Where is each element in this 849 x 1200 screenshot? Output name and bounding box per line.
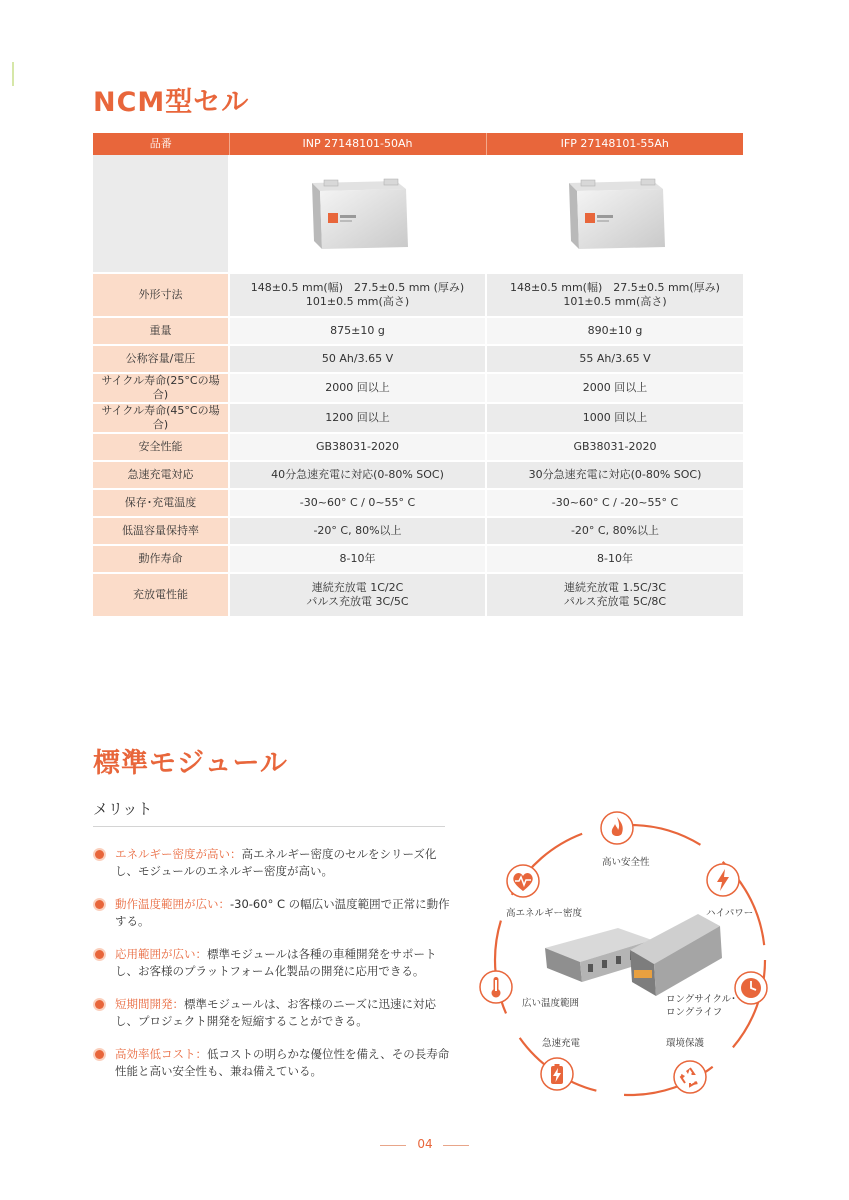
merit-highlight: 短期間開発： — [115, 997, 184, 1011]
spec-label: 外形寸法 — [93, 273, 229, 317]
spec-value: -30~60° C / 0~55° C — [229, 489, 486, 517]
merit-item — [93, 946, 453, 980]
merit-text: 低コストの明らかな優位性を備え、その長寿命性能と高い安全性も、兼ね備えている。 — [115, 1047, 450, 1078]
merit-highlight: 応用範囲が広い： — [115, 947, 207, 961]
bullet-dot-icon — [95, 850, 104, 859]
spec-label: 安全性能 — [93, 433, 229, 461]
table-row — [93, 317, 743, 345]
spec-value: 55 Ah/3.65 V — [486, 345, 743, 373]
merit-text: 標準モジュールは、お客様のニーズに迅速に対応し、プロジェクト開発を短縮することができる。 — [115, 997, 436, 1028]
table-row — [93, 403, 743, 433]
module-image — [545, 914, 722, 996]
spec-value: GB38031-2020 — [229, 433, 486, 461]
table-header-row — [93, 133, 743, 155]
feature-label-energy: 高エネルギー密度 — [506, 908, 583, 919]
spec-label: 公称容量/電圧 — [93, 345, 229, 373]
feature-circle — [470, 800, 790, 1100]
feature-label-temp: 広い温度範囲 — [522, 998, 580, 1009]
cell-image-1 — [229, 155, 486, 273]
battery-cell-image — [298, 171, 418, 253]
spec-label: サイクル寿命(25°Cの場合) — [93, 373, 229, 403]
spec-value: 1200 回以上 — [229, 403, 486, 433]
header-model-2: IFP 27148101-55Ah — [486, 133, 743, 155]
merit-item — [93, 996, 453, 1030]
header-label: 品番 — [93, 133, 229, 155]
cell-section-title: NCM型セル — [93, 87, 250, 118]
image-row-label — [93, 155, 229, 273]
cell-image-2 — [486, 155, 743, 273]
feature-label-fast-charge: 急速充電 — [542, 1038, 581, 1049]
merit-item — [93, 1046, 453, 1080]
merit-highlight: エネルギー密度が高い： — [115, 847, 242, 861]
spec-label: サイクル寿命(45°Cの場合) — [93, 403, 229, 433]
battery-charge-icon — [540, 1057, 574, 1091]
table-row — [93, 489, 743, 517]
bullet-dot-icon — [95, 1050, 104, 1059]
spec-value: 2000 回以上 — [486, 373, 743, 403]
feature-diagram — [470, 800, 790, 1100]
table-row — [93, 461, 743, 489]
image-row — [93, 155, 743, 273]
cell-spec-table — [93, 133, 743, 618]
merit-text: -30-60° C の幅広い温度範囲で正常に動作する。 — [115, 897, 450, 928]
spec-label: 急速充電対応 — [93, 461, 229, 489]
spec-value: 148±0.5 mm(幅) 27.5±0.5 mm(厚み) 101±0.5 mm(高さ) — [486, 273, 743, 317]
spec-value: 8-10年 — [229, 545, 486, 573]
footer-rule-right — [443, 1145, 469, 1146]
spec-label: 充放電性能 — [93, 573, 229, 617]
spec-value: -20° C, 80%以上 — [486, 517, 743, 545]
bullet-dot-icon — [95, 950, 104, 959]
margin-accent — [12, 62, 14, 86]
table-row — [93, 373, 743, 403]
thermometer-icon — [479, 970, 513, 1004]
spec-value: 連続充放電 1.5C/3C パルス充放電 5C/8C — [486, 573, 743, 617]
spec-value: 50 Ah/3.65 V — [229, 345, 486, 373]
flame-icon — [600, 811, 634, 845]
spec-value: 890±10 g — [486, 317, 743, 345]
spec-value: -30~60° C / -20~55° C — [486, 489, 743, 517]
spec-value: 8-10年 — [486, 545, 743, 573]
spec-label: 重量 — [93, 317, 229, 345]
spec-label: 低温容量保持率 — [93, 517, 229, 545]
recycle-icon — [673, 1060, 707, 1094]
merit-highlight: 高効率低コスト： — [115, 1047, 207, 1061]
lightning-icon — [706, 863, 740, 897]
feature-label-long-life: ロングサイクル･ ロングライフ — [666, 994, 736, 1018]
spec-value: 40分急速充電に対応(0-80% SOC) — [229, 461, 486, 489]
spec-value: 30分急速充電に対応(0-80% SOC) — [486, 461, 743, 489]
battery-cell-image — [555, 171, 675, 253]
heart-pulse-icon — [506, 864, 540, 898]
feature-label-eco: 環境保護 — [666, 1038, 705, 1049]
module-section-title: 標準モジュール — [93, 748, 288, 779]
spec-label: 動作寿命 — [93, 545, 229, 573]
footer-rule-left — [380, 1145, 406, 1146]
merit-text: 標準モジュールは各種の車種開発をサポートし、お客様のプラットフォーム化製品の開発に応用できる。 — [115, 947, 437, 978]
spec-value: 875±10 g — [229, 317, 486, 345]
merit-text: 高エネルギー密度のセルをシリーズ化し、モジュールのエネルギー密度が高い。 — [115, 847, 437, 878]
spec-value: 1000 回以上 — [486, 403, 743, 433]
merit-highlight: 動作温度範囲が広い： — [115, 897, 230, 911]
table-row — [93, 433, 743, 461]
merit-divider — [93, 826, 445, 827]
spec-value: GB38031-2020 — [486, 433, 743, 461]
table-row — [93, 273, 743, 317]
clock-icon — [734, 971, 768, 1005]
table-row — [93, 517, 743, 545]
spec-label: 保存･充電温度 — [93, 489, 229, 517]
table-row — [93, 545, 743, 573]
feature-label-safety: 高い安全性 — [602, 857, 650, 868]
feature-label-power: ハイパワー — [706, 908, 754, 919]
table-row — [93, 345, 743, 373]
spec-value: 連続充放電 1C/2C パルス充放電 3C/5C — [229, 573, 486, 617]
spec-value: 148±0.5 mm(幅) 27.5±0.5 mm (厚み) 101±0.5 mm(高さ) — [229, 273, 486, 317]
merit-item — [93, 896, 453, 930]
table-row — [93, 573, 743, 617]
bullet-dot-icon — [95, 1000, 104, 1009]
merit-item — [93, 846, 453, 880]
merit-heading: メリット — [93, 800, 153, 818]
spec-value: 2000 回以上 — [229, 373, 486, 403]
header-model-1: INP 27148101-50Ah — [229, 133, 486, 155]
spec-value: -20° C, 80%以上 — [229, 517, 486, 545]
bullet-dot-icon — [95, 900, 104, 909]
merit-list — [93, 846, 453, 1096]
page-number: 04 — [417, 1137, 433, 1151]
